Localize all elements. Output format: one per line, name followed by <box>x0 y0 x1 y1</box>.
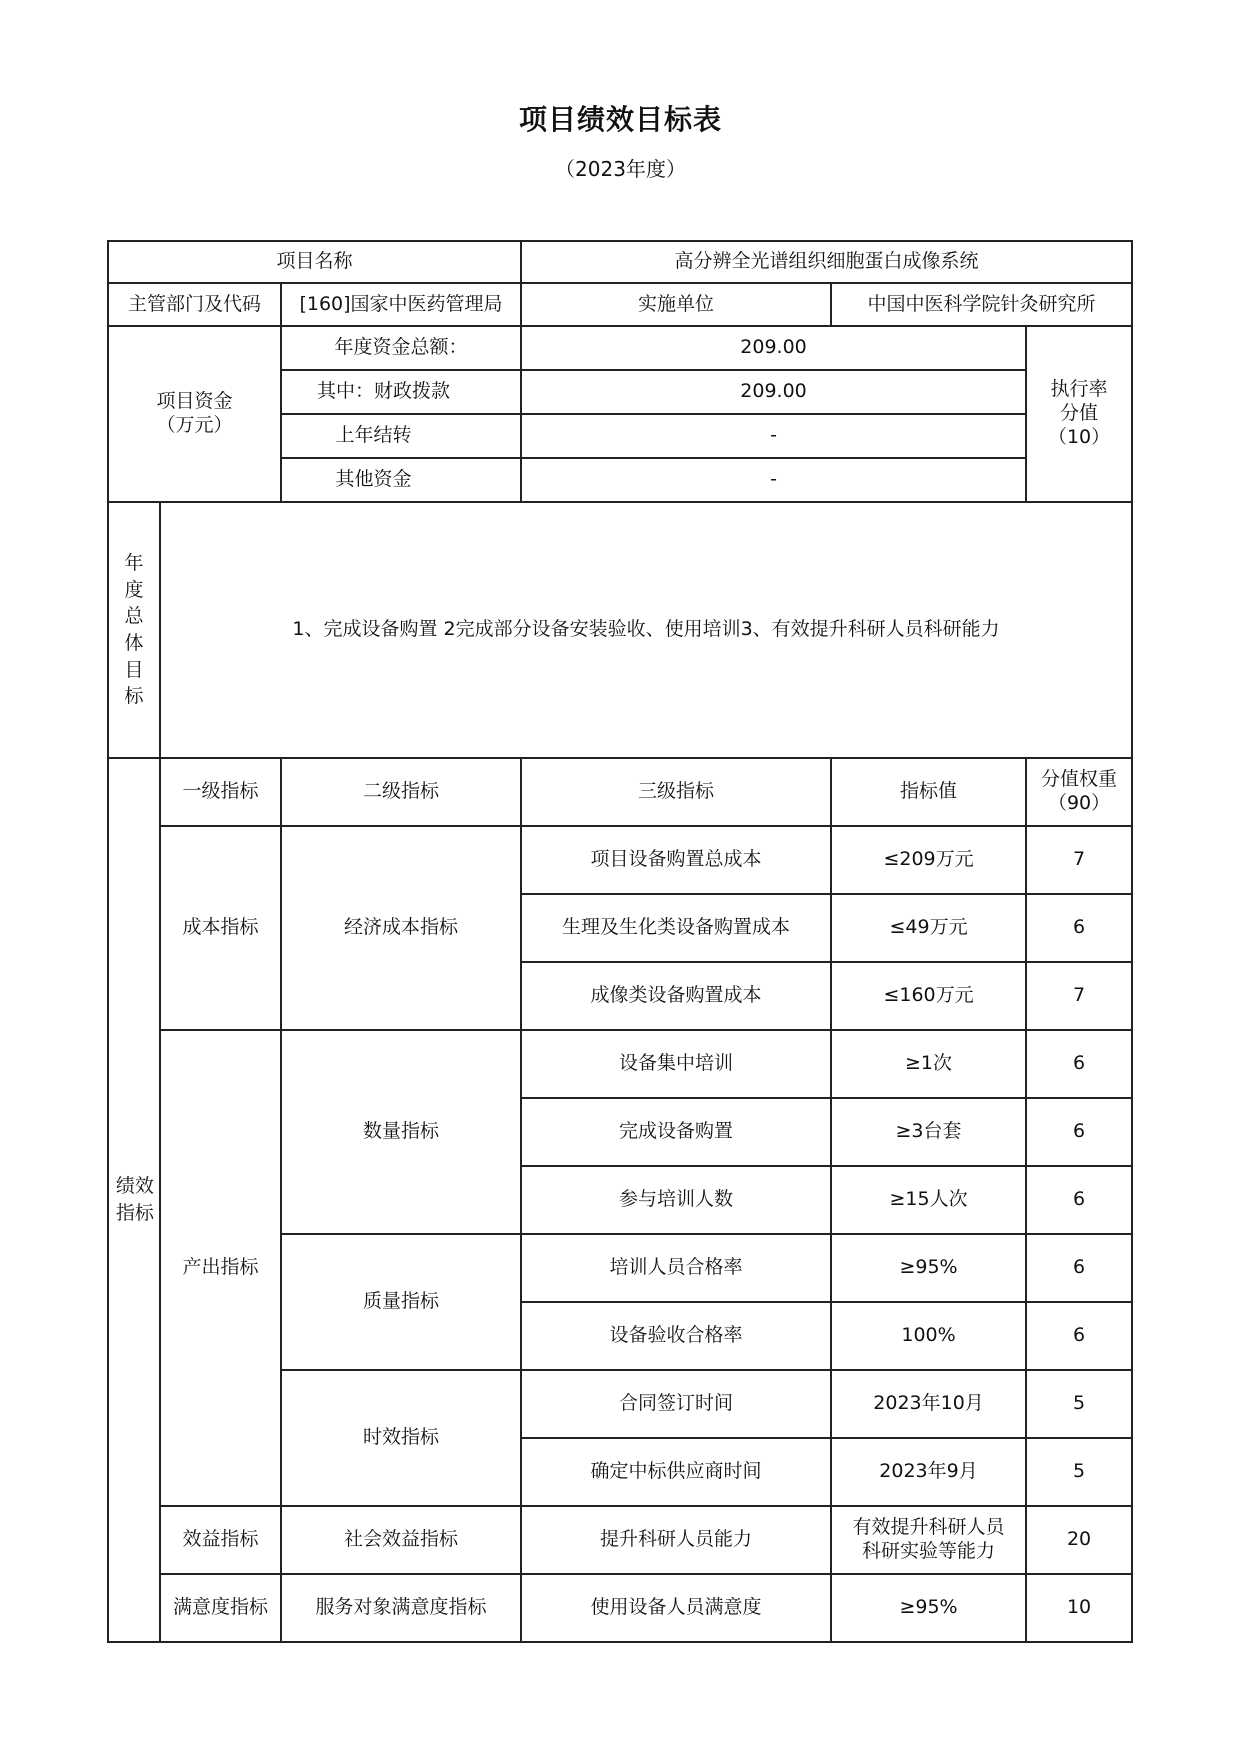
header-weight: 分值权重 （90） <box>1026 758 1132 826</box>
funds-fiscal-label: 其中：财政拨款 <box>281 370 521 414</box>
indicator-value: ≥3台套 <box>831 1098 1026 1166</box>
table-row <box>108 1506 1132 1574</box>
indicator-value: ≥95% <box>831 1574 1026 1642</box>
project-name-label: 项目名称 <box>108 241 521 283</box>
page-title: 项目绩效目标表 <box>518 103 722 136</box>
timeliness-indicator-label: 时效指标 <box>281 1370 521 1506</box>
indicator-name: 提升科研人员能力 <box>521 1506 831 1574</box>
funds-other-label: 其他资金 <box>281 458 521 502</box>
indicator-weight: 7 <box>1026 826 1132 894</box>
funds-fiscal-value: 209.00 <box>521 370 1026 414</box>
performance-goal-table <box>107 240 1133 1643</box>
indicator-value: ≥15人次 <box>831 1166 1026 1234</box>
implementing-unit-label: 实施单位 <box>521 283 831 326</box>
funds-label-line1: 项目资金 <box>156 390 233 413</box>
funds-carryover-value: - <box>521 414 1026 458</box>
satisfaction-indicator-label: 满意度指标 <box>160 1574 281 1642</box>
table-row <box>108 826 1132 894</box>
indicator-name: 成像类设备购置成本 <box>521 962 831 1030</box>
indicator-weight: 7 <box>1026 962 1132 1030</box>
indicator-name: 设备验收合格率 <box>521 1302 831 1370</box>
indicator-name: 参与培训人数 <box>521 1166 831 1234</box>
indicator-value: ≤209万元 <box>831 826 1026 894</box>
indicators-section-label: 绩效指标 <box>108 758 160 1642</box>
project-name-value: 高分辨全光谱组织细胞蛋白成像系统 <box>521 241 1132 283</box>
indicator-weight: 6 <box>1026 1098 1132 1166</box>
output-indicator-label: 产出指标 <box>160 1030 281 1506</box>
implementing-unit-value: 中国中医科学院针灸研究所 <box>831 283 1132 326</box>
header-value: 指标值 <box>831 758 1026 826</box>
funds-other-value: - <box>521 458 1026 502</box>
indicator-value: ≤160万元 <box>831 962 1026 1030</box>
indicator-weight: 20 <box>1026 1506 1132 1574</box>
indicator-weight: 6 <box>1026 1234 1132 1302</box>
annual-goal-text: 1、完成设备购置 2完成部分设备安装验收、使用培训3、有效提升科研人员科研能力 <box>160 502 1132 758</box>
economic-cost-label: 经济成本指标 <box>281 826 521 1030</box>
service-satisfaction-label: 服务对象满意度指标 <box>281 1574 521 1642</box>
indicator-weight: 6 <box>1026 1030 1132 1098</box>
indicator-weight: 6 <box>1026 1302 1132 1370</box>
execution-rate-line3: （10） <box>1047 425 1111 448</box>
indicator-name: 设备集中培训 <box>521 1030 831 1098</box>
funds-label-line2: （万元） <box>156 414 233 436</box>
indicator-value: ≥95% <box>831 1234 1026 1302</box>
indicator-weight: 5 <box>1026 1370 1132 1438</box>
indicator-name: 项目设备购置总成本 <box>521 826 831 894</box>
header-level3: 三级指标 <box>521 758 831 826</box>
funds-row-total <box>108 326 1132 370</box>
indicator-name: 完成设备购置 <box>521 1098 831 1166</box>
indicator-weight: 6 <box>1026 1166 1132 1234</box>
indicator-name: 合同签订时间 <box>521 1370 831 1438</box>
annual-goal-row <box>108 502 1132 758</box>
cost-indicator-label: 成本指标 <box>160 826 281 1030</box>
funds-total-value: 209.00 <box>521 326 1026 370</box>
funds-total-label: 年度资金总额： <box>281 326 521 370</box>
indicator-name: 生理及生化类设备购置成本 <box>521 894 831 962</box>
header-level1: 一级指标 <box>160 758 281 826</box>
funds-label <box>108 326 281 502</box>
indicator-value: 100% <box>831 1302 1026 1370</box>
indicator-value: ≤49万元 <box>831 894 1026 962</box>
quantity-indicator-label: 数量指标 <box>281 1030 521 1234</box>
indicator-value: 有效提升科研人员 科研实验等能力 <box>831 1506 1026 1574</box>
indicator-name: 培训人员合格率 <box>521 1234 831 1302</box>
benefit-indicator-label: 效益指标 <box>160 1506 281 1574</box>
social-benefit-label: 社会效益指标 <box>281 1506 521 1574</box>
indicator-name: 确定中标供应商时间 <box>521 1438 831 1506</box>
header-level2: 二级指标 <box>281 758 521 826</box>
department-row <box>108 283 1132 326</box>
indicator-weight: 5 <box>1026 1438 1132 1506</box>
execution-rate-line2: 分值 <box>1060 402 1099 425</box>
department-value: [160]国家中医药管理局 <box>281 283 521 326</box>
execution-rate-score <box>1026 326 1132 502</box>
project-name-row <box>108 241 1132 283</box>
indicator-value: 2023年10月 <box>831 1370 1026 1438</box>
page-subtitle: （2023年度） <box>555 157 686 181</box>
table-row <box>108 1030 1132 1098</box>
indicator-value: 2023年9月 <box>831 1438 1026 1506</box>
department-label: 主管部门及代码 <box>108 283 281 326</box>
indicator-name: 使用设备人员满意度 <box>521 1574 831 1642</box>
annual-goal-label: 年度总体目标 <box>108 502 160 758</box>
indicator-weight: 10 <box>1026 1574 1132 1642</box>
indicator-value: ≥1次 <box>831 1030 1026 1098</box>
indicator-weight: 6 <box>1026 894 1132 962</box>
execution-rate-line1: 执行率 <box>1050 378 1108 401</box>
indicator-header-row <box>108 758 1132 826</box>
table-row <box>108 1574 1132 1642</box>
funds-carryover-label: 上年结转 <box>281 414 521 458</box>
quality-indicator-label: 质量指标 <box>281 1234 521 1370</box>
